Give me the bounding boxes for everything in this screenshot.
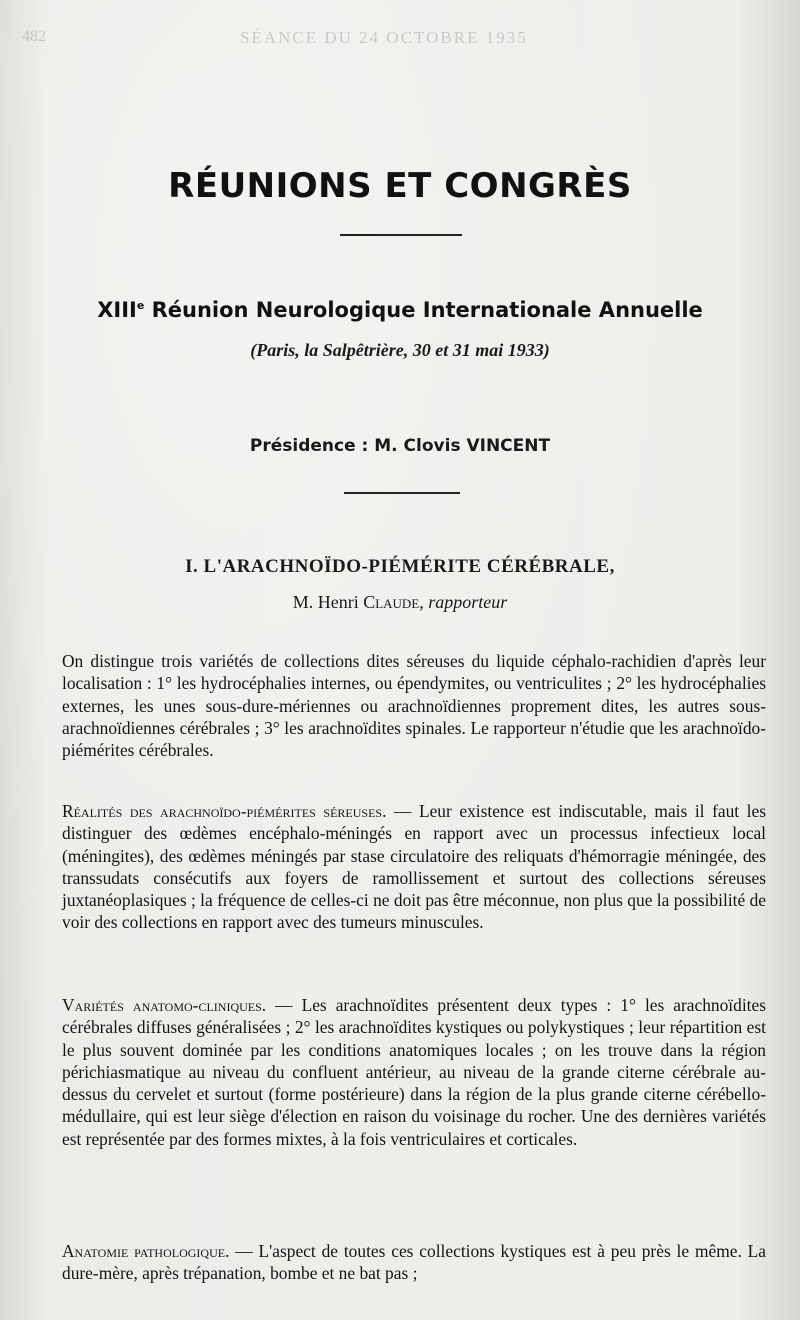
section-title: I. L'ARACHNOÏDO-PIÉMÉRITE CÉRÉBRALE, — [185, 556, 615, 577]
main-title: RÉUNIONS ET CONGRÈS — [168, 166, 632, 206]
paragraph-lead: Réalités des arachnoïdo-piémérites séreuses. — [62, 801, 387, 821]
paragraph-text: — L'aspect de toutes ces collections kystiques est à peu près le même. La dure-mère, après trépanation, bombe et ne bat pas ; — [62, 1241, 766, 1284]
meeting-title — [0, 298, 800, 322]
paragraph-realites — [62, 800, 766, 934]
paragraph-lead: Variétés anatomo-cliniques. — [62, 995, 267, 1015]
presidence-line: Présidence : M. Clovis VINCENT — [249, 436, 551, 456]
separator-rule — [344, 492, 460, 494]
meeting-place-date: (Paris, la Salpêtrière, 30 et 31 mai 1933) — [250, 340, 550, 360]
paragraph-varietes — [62, 994, 766, 1150]
paragraph-text: — Les arachnoïdites présentent deux types : 1° les arachnoïdites cérébrales diffuses généralisées ; 2° les arachnoïdites kystiques ou polykystiques ; leur répartition est le plus souvent dominée par les conditions anatomiques locales ; on les trouve dans la région périchiasmatique au niveau du confluent antérieur, au niveau de la grande citerne cérébrale au-dessus du cervelet et surtout (forme postérieure) dans la région de la plus grande citerne cérébello-médullaire, qui est leur siège d'élection en raison du voisinage du rocher. Une des dernières variétés est représentée par des formes mixtes, à la fois ventriculaires et corticales. — [62, 995, 766, 1149]
author-name: Claude — [363, 592, 420, 612]
separator-rule — [340, 234, 462, 236]
bleed-through-page-number: 482 — [22, 28, 46, 45]
author-role: , rapporteur — [419, 592, 508, 612]
meeting-title-text: Réunion Neurologique Internationale Annuelle — [144, 298, 703, 322]
paragraph-anatomie — [62, 1240, 766, 1285]
author-prefix: M. Henri — [292, 592, 364, 612]
rapporteur-line — [0, 592, 800, 613]
paragraph-text: — Leur existence est indiscutable, mais il faut les distinguer des œdèmes encéphalo-méningés en rapport avec un processus infectieux local (méningites), des œdèmes méningés par stase circulatoire des reliquats d'hémorragie méningée, des transsudats consécutifs aux foyers de ramollissement et surtout des collections séreuses juxtanéoplasiques ; la fréquence de celles-ci ne doit pas être méconnue, non plus que la possibilité de voir des collections en rapport avec des tumeurs minuscules. — [62, 801, 766, 933]
meeting-roman-numeral: XIII — [97, 298, 137, 322]
paragraph-lead: Anatomie pathologique. — [62, 1241, 230, 1261]
meeting-superscript: e — [136, 299, 145, 312]
paragraph-intro — [62, 650, 766, 761]
bleed-through-running-title: SÉANCE DU 24 OCTOBRE 1935 — [240, 28, 528, 47]
paragraph-text: On distingue trois variétés de collections dites séreuses du liquide céphalo-rachidien d'après leur localisation : 1° les hydrocéphalies internes, ou épendymites, ou ventriculites ; 2° les hydrocéphalies externes, les unes sous-dure-mériennes ou arachnoïdiennes proprement dites, les autres sous-arachnoïdiennes cérébrales ; 3° les arachnoïdites spinales. Le rapporteur n'étudie que les arachnoïdo-piémérites cérébrales. — [62, 651, 766, 761]
